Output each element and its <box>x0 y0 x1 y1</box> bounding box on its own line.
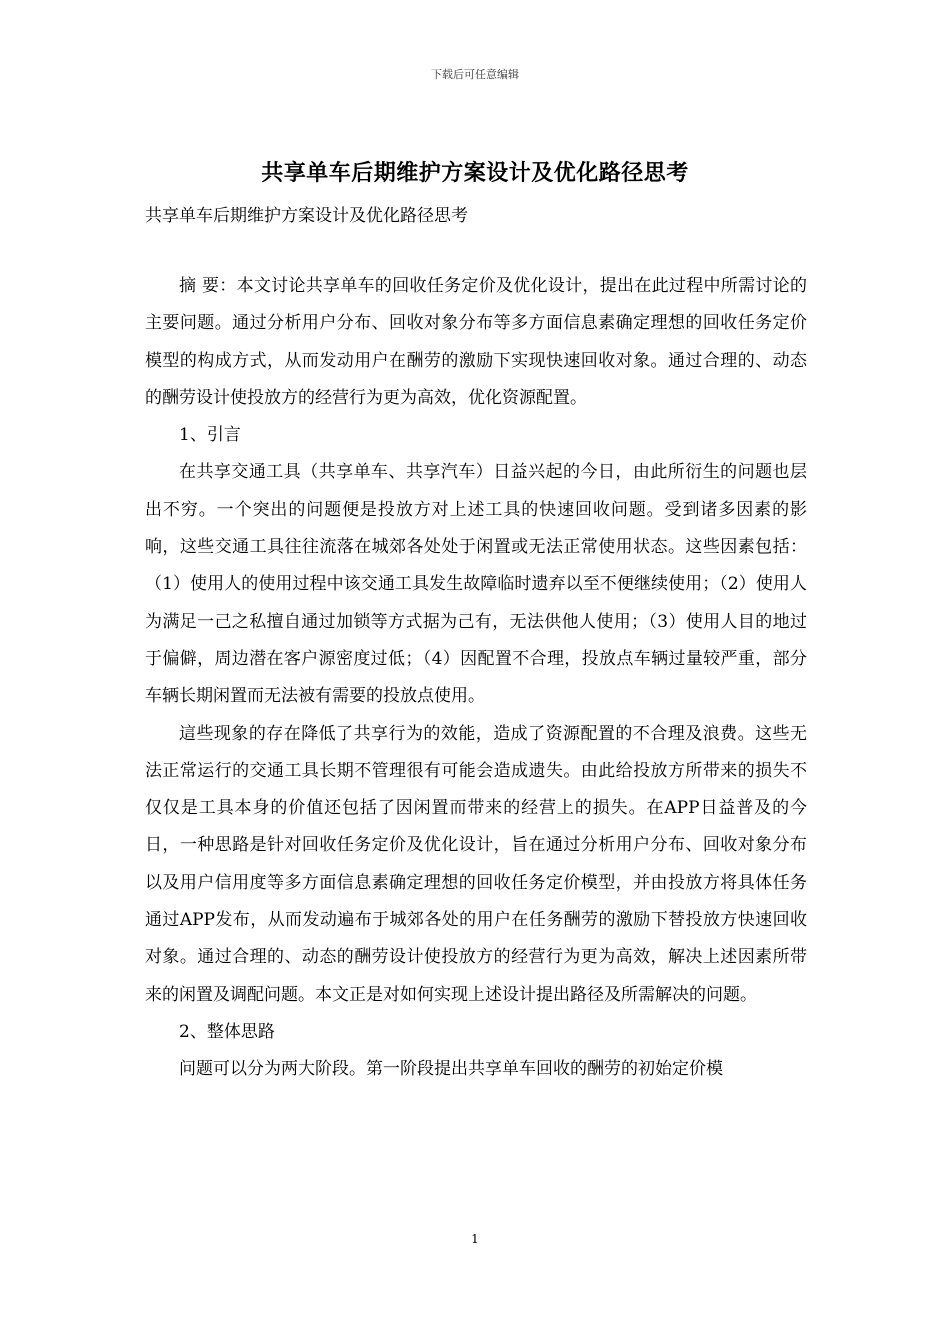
body-paragraph: 在共享交通工具（共享单车、共享汽车）日益兴起的今日，由此所衍生的问题也层出不穷。一个突出的问题便是投放方对上述工具的快速回收问题。受到诸多因素的影响，这些交通工具往往流落在城郊各处处于闲置或无法正常使用状态。这些因素包括：（1）使用人的使用过程中该交通工具发生故障临时遗弃以至不便继续使用；（2）使用人为满足一己之私擅自通过加锁等方式据为己有，无法供他人使用；（3）使用人目的地过于偏僻，周边潜在客户源密度过低；（4）因配置不合理，投放点车辆过量较严重，部分车辆长期闲置而无法被有需要的投放点使用。 <box>145 462 807 707</box>
section-heading-introduction: 1、引言 <box>179 425 241 446</box>
page-number: 1 <box>471 1232 479 1246</box>
body-paragraph: 這些现象的存在降低了共享行为的效能，造成了资源配置的不合理及浪费。这些无法正常运行的交通工具长期不管理很有可能会造成遗失。由此给投放方所带来的损失不仅仅是工具本身的价值还包括了因闲置而带来的经营上的损失。在APP日益普及的今日，一种思路是针对回收任务定价及优化设计，旨在通过分析用户分布、回收对象分布以及用户信用度等多方面信息素确定理想的回收任务定价模型，并由投放方将具体任务通过APP发布，从而发动遍布于城郊各处的用户在任务酬劳的激励下替投放方快速回收对象。通过合理的、动态的酬劳设计使投放方的经营行为更为高效，解决上述因素所带来的闲置及调配问题。本文正是对如何实现上述设计提出路径及所需解决的问题。 <box>145 723 807 1005</box>
document-body <box>145 268 807 1089</box>
section-heading-overall-approach: 2、整体思路 <box>179 1021 275 1042</box>
document-title: 共享单车后期维护方案设计及优化路径思考 <box>261 160 689 186</box>
document-subtitle: 共享单车后期维护方案设计及优化路径思考 <box>145 206 468 226</box>
body-paragraph: 问题可以分为两大阶段。第一阶段提出共享单车回收的酬劳的初始定价模 <box>179 1059 723 1080</box>
abstract-paragraph: 摘 要：本文讨论共享单车的回收任务定价及优化设计，提出在此过程中所需讨论的主要问题。通过分析用户分布、回收对象分布等多方面信息素确定理想的回收任务定价模型的构成方式，从而发动用户在酬劳的激励下实现快速回收对象。通过合理的、动态的酬劳设计使投放方的经营行为更为高效，优化资源配置。 <box>145 276 807 408</box>
header-note: 下载后可任意编辑 <box>431 68 519 81</box>
